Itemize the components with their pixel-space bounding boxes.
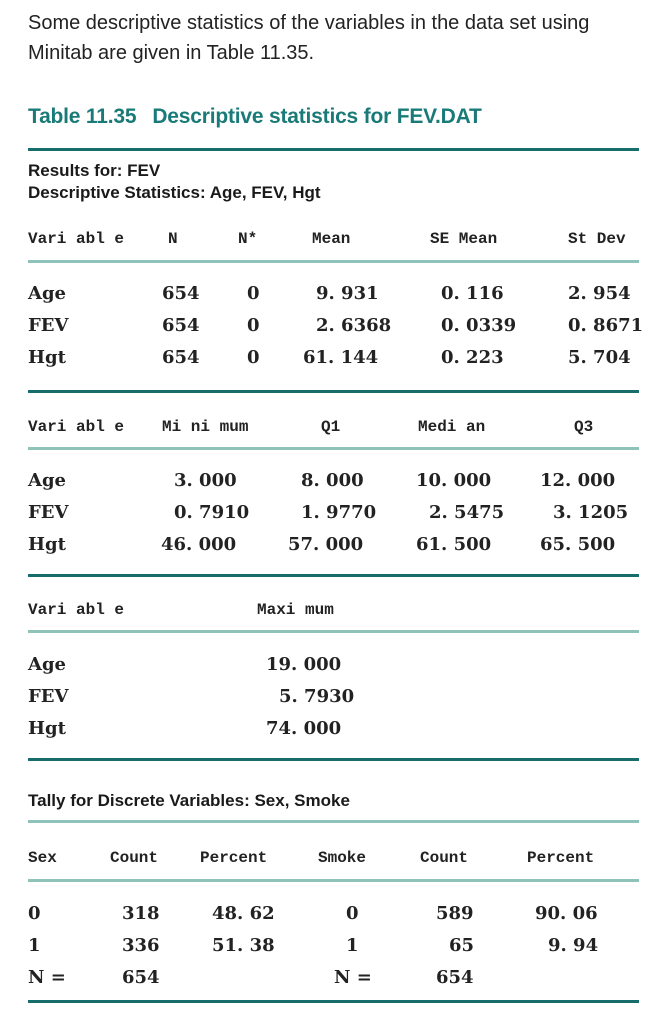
cell-q1: 8. 000 (301, 470, 364, 491)
table-row (0, 283, 665, 311)
bottom-rule (28, 1000, 639, 1003)
cell-median: 61. 500 (416, 534, 492, 555)
cell-variable: Age (28, 283, 67, 304)
table-title: Descriptive statistics for FEV.DAT (152, 105, 482, 128)
table2-header-row (0, 418, 665, 446)
cell-mean: 2. 6368 (316, 315, 392, 336)
cell-variable: Age (28, 470, 67, 491)
cell-nstar: 0 (247, 315, 260, 336)
cell-n: 654 (162, 315, 200, 336)
cell-variable: Hgt (28, 347, 66, 368)
cell-smoke: 0 (346, 903, 359, 924)
table-row (0, 347, 665, 375)
section-rule (28, 758, 639, 761)
cell-smoke-n: N = (334, 967, 372, 988)
cell-variable: Hgt (28, 718, 66, 739)
cell-count: 336 (122, 935, 160, 956)
header-rule (28, 879, 639, 882)
cell-count-2-total: 654 (436, 967, 474, 988)
table-row (0, 718, 665, 746)
col-count: Count (110, 849, 159, 867)
table4-header-row (0, 849, 665, 877)
cell-median: 2. 5475 (429, 502, 505, 523)
cell-minimum: 0. 7910 (174, 502, 250, 523)
table3-header-row (0, 601, 665, 629)
col-stdev: St Dev (568, 230, 626, 248)
cell-stdev: 0. 8671 (568, 315, 644, 336)
cell-minimum: 3. 000 (174, 470, 237, 491)
cell-variable: FEV (28, 315, 69, 336)
cell-count-total: 654 (122, 967, 160, 988)
results-header: Results for: FEV (28, 161, 161, 180)
cell-mean: 9. 931 (316, 283, 379, 304)
col-q1: Q1 (321, 418, 341, 436)
col-sex: Sex (28, 849, 57, 867)
col-percent: Percent (200, 849, 268, 867)
cell-q1: 57. 000 (288, 534, 364, 555)
cell-se-mean: 0. 223 (441, 347, 504, 368)
descriptive-stats-header: Descriptive Statistics: Age, FEV, Hgt (28, 183, 321, 202)
table-row (0, 654, 665, 682)
cell-median: 10. 000 (416, 470, 492, 491)
col-minimum: Mi ni mum (162, 418, 249, 436)
cell-stdev: 2. 954 (568, 283, 631, 304)
cell-q3: 3. 1205 (553, 502, 629, 523)
table-row-total (0, 967, 665, 995)
tally-header: Tally for Discrete Variables: Sex, Smoke (28, 791, 350, 810)
table-row (0, 534, 665, 562)
intro-paragraph: Some descriptive statistics of the variables in the data set using Minitab are given in Table 11.35. (28, 12, 590, 64)
col-maximum: Maxi mum (257, 601, 334, 619)
cell-count-2: 65 (449, 935, 475, 956)
table-row (0, 502, 665, 530)
cell-variable: Hgt (28, 534, 66, 555)
col-variable: Vari abl e (28, 418, 125, 436)
cell-count-2: 589 (436, 903, 474, 924)
cell-nstar: 0 (247, 283, 260, 304)
cell-q1: 1. 9770 (301, 502, 377, 523)
col-percent-2: Percent (527, 849, 595, 867)
cell-minimum: 46. 000 (161, 534, 237, 555)
cell-n: 654 (162, 283, 200, 304)
col-q3: Q3 (574, 418, 594, 436)
table-caption (28, 105, 482, 129)
section-rule (28, 390, 639, 393)
col-mean: Mean (312, 230, 351, 248)
cell-q3: 12. 000 (540, 470, 616, 491)
cell-sex-n: N = (28, 967, 66, 988)
cell-percent: 48. 62 (212, 903, 275, 924)
cell-mean: 61. 144 (303, 347, 379, 368)
cell-nstar: 0 (247, 347, 260, 368)
table1-header-row (0, 230, 665, 258)
table-row (0, 315, 665, 343)
col-count-2: Count (420, 849, 469, 867)
cell-variable: FEV (28, 686, 69, 707)
table-row (0, 935, 665, 963)
col-se-mean: SE Mean (430, 230, 498, 248)
cell-n: 654 (162, 347, 200, 368)
header-rule (28, 630, 639, 633)
table-row (0, 903, 665, 931)
cell-maximum: 74. 000 (266, 718, 342, 739)
cell-smoke: 1 (346, 935, 359, 956)
tally-rule (28, 820, 639, 823)
header-rule (28, 260, 639, 263)
cell-maximum: 5. 7930 (279, 686, 355, 707)
col-median: Medi an (418, 418, 486, 436)
cell-variable: FEV (28, 502, 69, 523)
cell-se-mean: 0. 116 (441, 283, 504, 304)
col-variable: Vari abl e (28, 601, 125, 619)
cell-percent-2: 90. 06 (535, 903, 598, 924)
table-row (0, 686, 665, 714)
cell-stdev: 5. 704 (568, 347, 631, 368)
cell-sex: 0 (28, 903, 41, 924)
cell-q3: 65. 500 (540, 534, 616, 555)
section-rule (28, 574, 639, 577)
cell-percent: 51. 38 (212, 935, 275, 956)
cell-sex: 1 (28, 935, 41, 956)
table-number: Table 11.35 (28, 105, 137, 128)
col-n: N (168, 230, 178, 248)
col-smoke: Smoke (318, 849, 367, 867)
cell-se-mean: 0. 0339 (441, 315, 517, 336)
cell-variable: Age (28, 654, 67, 675)
table-row (0, 470, 665, 498)
cell-count: 318 (122, 903, 160, 924)
col-nstar: N* (238, 230, 258, 248)
top-rule (28, 148, 639, 151)
cell-maximum: 19. 000 (266, 654, 342, 675)
header-rule (28, 447, 639, 450)
col-variable: Vari abl e (28, 230, 125, 248)
cell-percent-2: 9. 94 (548, 935, 599, 956)
